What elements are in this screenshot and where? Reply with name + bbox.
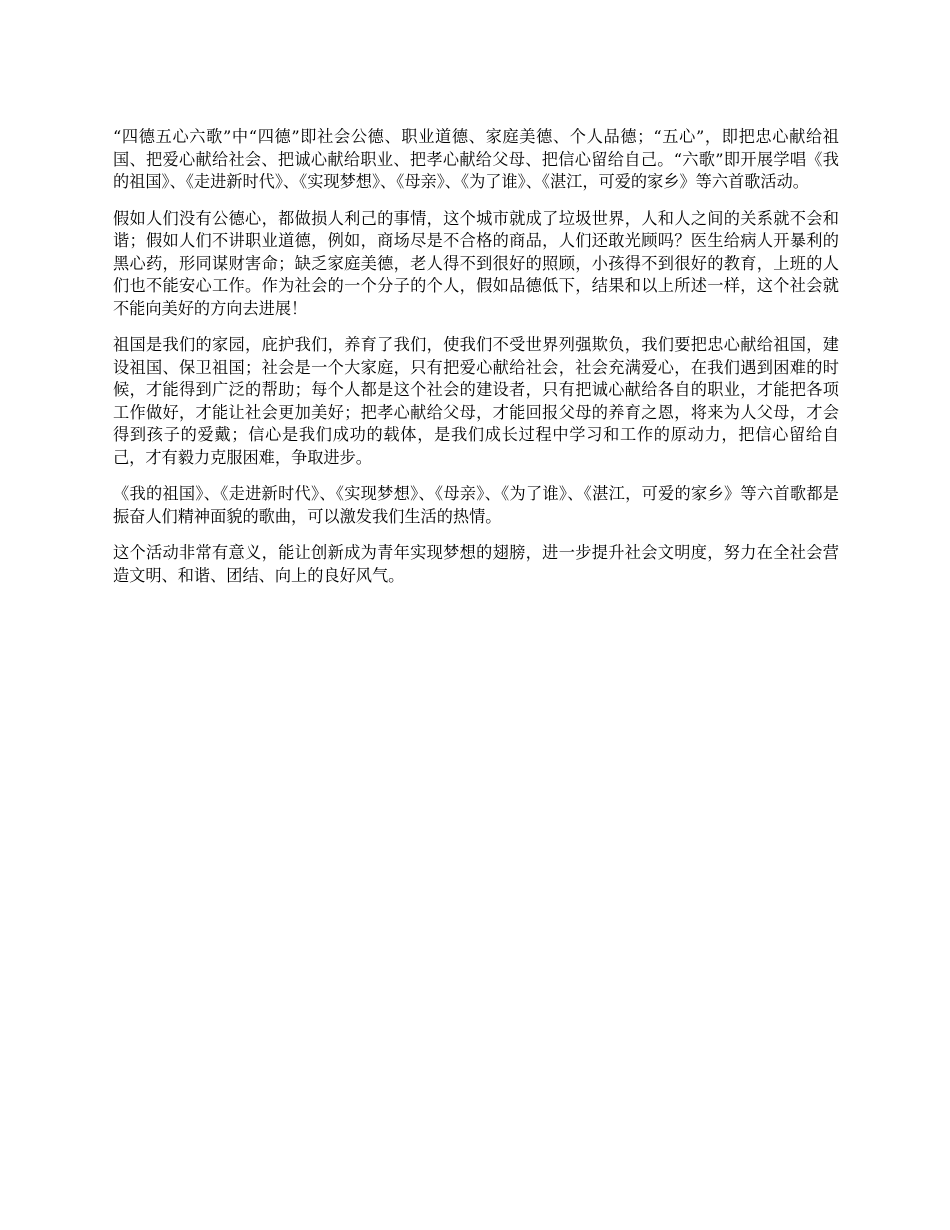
paragraph-3: 祖国是我们的家园，庇护我们，养育了我们，使我们不受世界列强欺负，我们要把忠心献给祖国，建设祖国、保卫祖国；社会是一个大家庭，只有把爱心献给社会，社会充满爱心，在我们遇到困难的时候，才能得到广泛的帮助；每个人都是这个社会的建设者，只有把诚心献给各自的职业，才能把各项工作做好，才能让社会更加美好；把孝心献给父母，才能回报父母的养育之恩，将来为人父母，才会得到孩子的爱戴；信心是我们成功的载体，是我们成长过程中学习和工作的原动力，把信心留给自己，才有毅力克服困难，争取进步。 (113, 335, 839, 467)
document-body (113, 126, 839, 601)
paragraph-5: 这个活动非常有意义，能让创新成为青年实现梦想的翅膀，进一步提升社会文明度，努力在全社会营造文明、和谐、团结、向上的良好风气。 (113, 543, 839, 585)
paragraph-4: 《我的祖国》、《走进新时代》、《实现梦想》、《母亲》、《为了谁》、《湛江，可爱的家乡》等六首歌都是振奋人们精神面貌的歌曲，可以激发我们生活的热情。 (113, 484, 839, 526)
paragraph-2: 假如人们没有公德心，都做损人利己的事情，这个城市就成了垃圾世界，人和人之间的关系就不会和谐；假如人们不讲职业道德，例如，商场尽是不合格的商品，人们还敢光顾吗？医生给病人开暴利的黑心药，形同谋财害命；缺乏家庭美德，老人得不到很好的照顾，小孩得不到很好的教育，上班的人们也不能安心工作。作为社会的一个分子的个人，假如品德低下，结果和以上所述一样，这个社会就不能向美好的方向去进展！ (113, 208, 839, 318)
paragraph-1: “四德五心六歌”中“四德”即社会公德、职业道德、家庭美德、个人品德；“五心”，即把忠心献给祖国、把爱心献给社会、把诚心献给职业、把孝心献给父母、把信心留给自己。“六歌”即开展学唱《我的祖国》、《走进新时代》、《实现梦想》、《母亲》、《为了谁》、《湛江，可爱的家乡》等六首歌活动。 (113, 127, 839, 191)
